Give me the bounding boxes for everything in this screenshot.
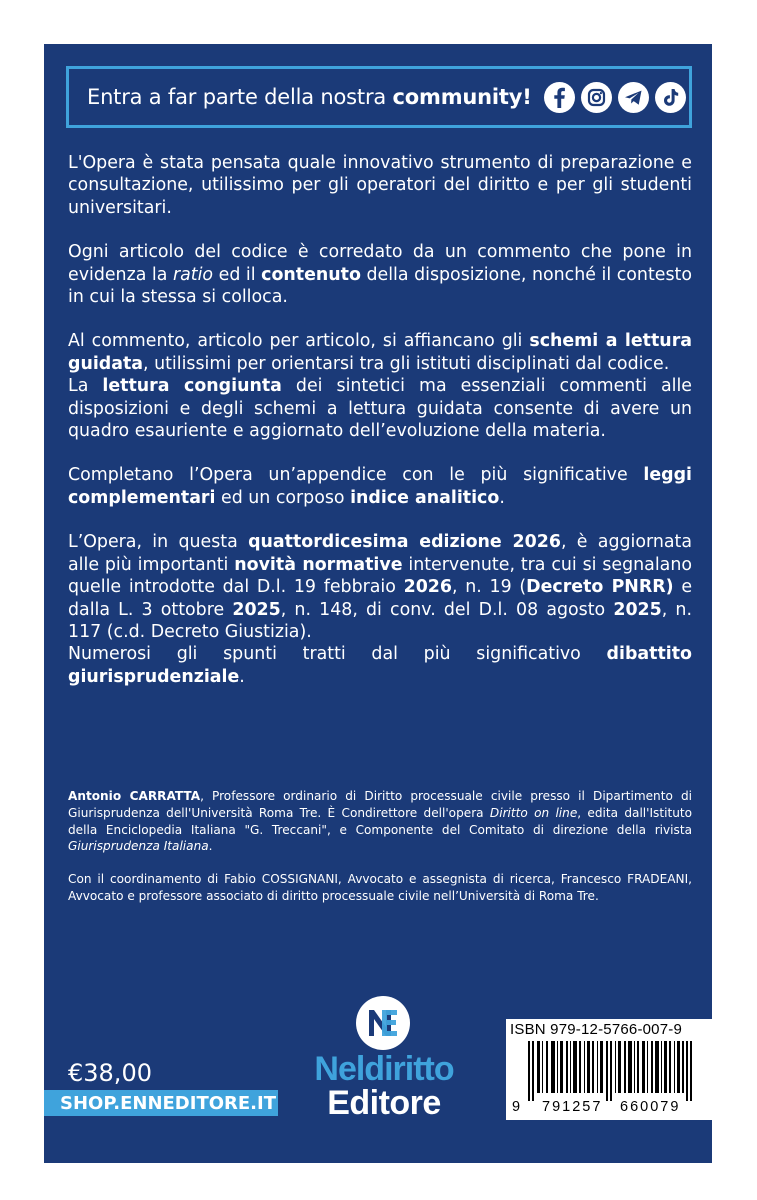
shop-link[interactable]: SHOP.ENNEDITORE.IT (44, 1090, 278, 1116)
facebook-icon[interactable] (544, 82, 575, 113)
author-bio: Antonio CARRATTA, Professore ordinario di Diritto processuale civile presso il Dipartimento di Giurisprudenza dell'Università Roma Tre. È Condirettore dell'opera Diritto on line, edita dall'Istituto della Enciclopedia Italiana "G. Treccani", e Componente del Comitato di direzione della rivista Giurisprudenza Italiana. (68, 789, 693, 854)
isbn-digits-group-2: 660079 (620, 1099, 681, 1115)
instagram-icon[interactable] (581, 82, 612, 113)
description (68, 152, 692, 688)
description-paragraph-6: L’Opera, in questa quattordicesima edizione 2026, è aggiornata alle più importanti novità normative intervenute, tra cui si segnalano quelle introdotte dal D.l. 19 febbraio 2026, n. 19 (Decreto PNRR) e dalla L. 3 ottobre 2025, n. 148, di conv. del D.l. 08 agosto 2025, n. 117 (c.d. Decreto Giustizia). (68, 532, 693, 642)
publisher-subname: Editore (327, 1084, 441, 1122)
author-note (68, 788, 692, 905)
community-banner (66, 66, 692, 128)
publisher-logo-mark (356, 996, 410, 1050)
barcode-bars (520, 1041, 704, 1101)
price: €38,00 (68, 1059, 152, 1087)
community-text: Entra a far parte della nostra community! (87, 85, 532, 109)
publisher-name: Neldiritto (314, 1050, 454, 1088)
description-paragraph-2: Ogni articolo del codice è corredato da un commento che pone in evidenza la ratio ed il contenuto della disposizione, nonché il contesto in cui la stessa si colloca. (68, 242, 692, 308)
coordination-note: Con il coordinamento di Fabio COSSIGNANI, Avvocato e assegnista di ricerca, Francesco FRADEANI, Avvocato e professore associato di diritto processuale civile nell’Università di Roma Tre. (68, 872, 692, 903)
isbn-digits-group-1: 791257 (542, 1099, 603, 1115)
description-paragraph-1: L'Opera è stata pensata quale innovativo strumento di preparazione e consultazione, utilissimo per gli operatori del diritto e per gli studenti universitari. (68, 153, 692, 218)
description-paragraph-7: Numerosi gli spunti tratti dal più significativo dibattito giurisprudenziale. (68, 644, 692, 687)
tiktok-icon[interactable] (655, 82, 686, 113)
isbn-barcode (506, 1019, 713, 1120)
isbn-label: ISBN 979-12-5766-007-9 (510, 1021, 683, 1038)
description-paragraph-3: Al commento, articolo per articolo, si affiancano gli schemi a lettura guidata, utilissimi per orientarsi tra gli istituti disciplinati dal codice. (68, 331, 693, 374)
isbn-digit-first: 9 (512, 1099, 523, 1115)
publisher-logo (284, 996, 484, 1126)
telegram-icon[interactable] (618, 82, 649, 113)
social-icons (544, 82, 686, 113)
description-paragraph-5: Completano l’Opera un’appendice con le più significative leggi complementari ed un corposo indice analitico. (68, 465, 692, 508)
description-paragraph-4: La lettura congiunta dei sintetici ma essenziali commenti alle disposizioni e degli schemi a lettura guidata consente di avere un quadro esauriente e aggiornato dell’evoluzione della materia. (68, 376, 693, 442)
back-cover (44, 44, 712, 1163)
